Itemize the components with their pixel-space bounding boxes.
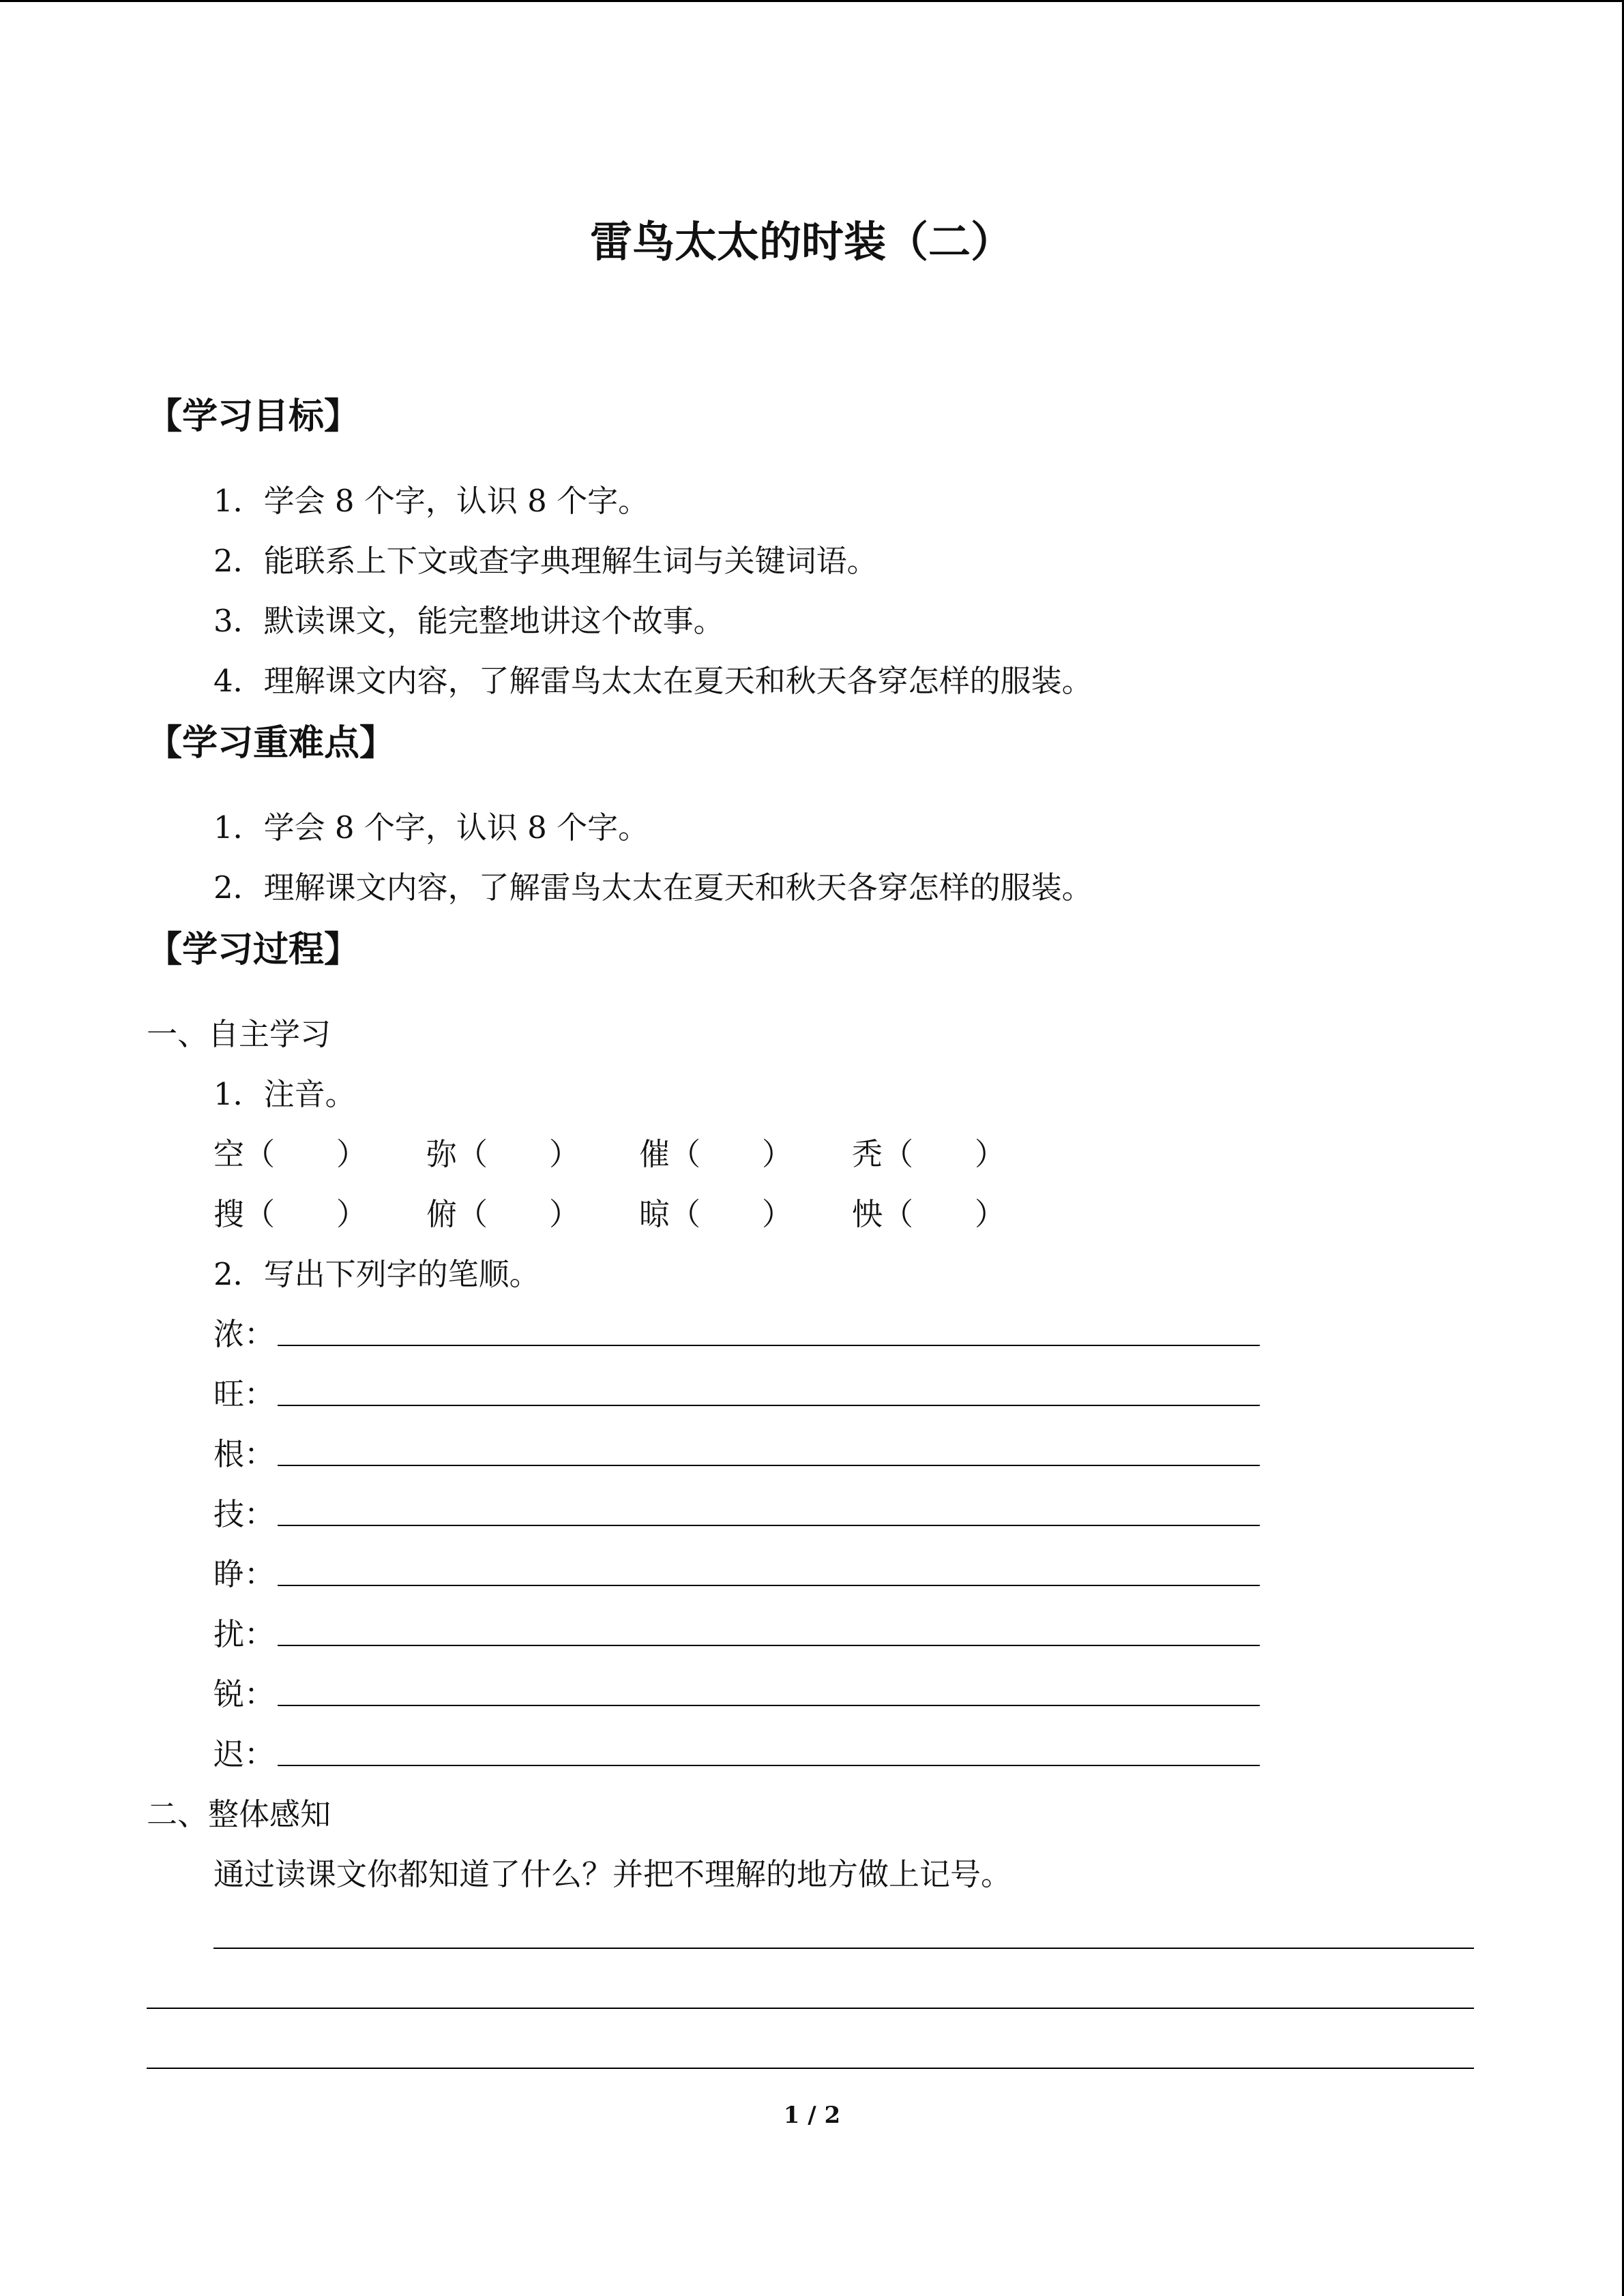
goal-item: 3．默读课文，能完整地讲这个故事。 [213, 603, 724, 639]
stroke-answer-line[interactable] [278, 1465, 1260, 1466]
pinyin-blank[interactable]: 晾（ ） [639, 1196, 793, 1232]
page-number: 1 / 2 [783, 2102, 841, 2129]
goal-item: 1．学会 8 个字，认识 8 个字。 [213, 483, 649, 519]
question-1: 1．注音。 [213, 1076, 356, 1112]
answer-line[interactable] [213, 1948, 1474, 1949]
pinyin-blank[interactable]: 催（ ） [639, 1136, 793, 1172]
goal-item: 2．能联系上下文或查字典理解生词与关键词语。 [213, 543, 878, 579]
stroke-char-label: 技： [213, 1496, 276, 1532]
pinyin-blank[interactable]: 怏（ ） [852, 1196, 1006, 1232]
stroke-char-label: 旺： [213, 1376, 276, 1412]
stroke-char-label: 浓： [213, 1316, 276, 1352]
stroke-answer-line[interactable] [278, 1585, 1260, 1586]
stroke-char-label: 锐： [213, 1676, 276, 1712]
stroke-answer-line[interactable] [278, 1765, 1260, 1766]
part2-title: 二、整体感知 [147, 1796, 331, 1832]
part2-prompt: 通过读课文你都知道了什么？并把不理解的地方做上记号。 [213, 1856, 1012, 1892]
stroke-answer-line[interactable] [278, 1345, 1260, 1346]
answer-line[interactable] [147, 2068, 1474, 2069]
stroke-char-label: 扰： [213, 1616, 276, 1652]
pinyin-blank[interactable]: 搜（ ） [213, 1196, 368, 1232]
stroke-char-label: 根： [213, 1436, 276, 1472]
stroke-answer-line[interactable] [278, 1645, 1260, 1646]
stroke-answer-line[interactable] [278, 1405, 1260, 1406]
answer-line[interactable] [147, 2008, 1474, 2009]
goals-heading: 【学习目标】 [147, 396, 360, 437]
stroke-answer-line[interactable] [278, 1525, 1260, 1526]
goal-item: 4．理解课文内容，了解雷鸟太太在夏天和秋天各穿怎样的服装。 [213, 663, 1093, 699]
key-point-item: 1．学会 8 个字，认识 8 个字。 [213, 809, 649, 846]
pinyin-blank[interactable]: 俯（ ） [426, 1196, 580, 1232]
key-point-item: 2．理解课文内容，了解雷鸟太太在夏天和秋天各穿怎样的服装。 [213, 869, 1093, 906]
pinyin-blank[interactable]: 空（ ） [213, 1136, 368, 1172]
question-2: 2．写出下列字的笔顺。 [213, 1256, 540, 1292]
process-heading: 【学习过程】 [147, 929, 360, 970]
stroke-answer-line[interactable] [278, 1705, 1260, 1706]
stroke-char-label: 迟： [213, 1736, 276, 1772]
pinyin-blank[interactable]: 秃（ ） [852, 1136, 1006, 1172]
stroke-char-label: 睁： [213, 1556, 276, 1592]
key-points-heading: 【学习重难点】 [147, 723, 396, 764]
part1-title: 一、自主学习 [147, 1016, 331, 1052]
pinyin-blank[interactable]: 弥（ ） [426, 1136, 580, 1172]
page-title: 雷鸟太太的时装（二） [589, 217, 1013, 267]
page-border-top [0, 0, 1624, 2]
